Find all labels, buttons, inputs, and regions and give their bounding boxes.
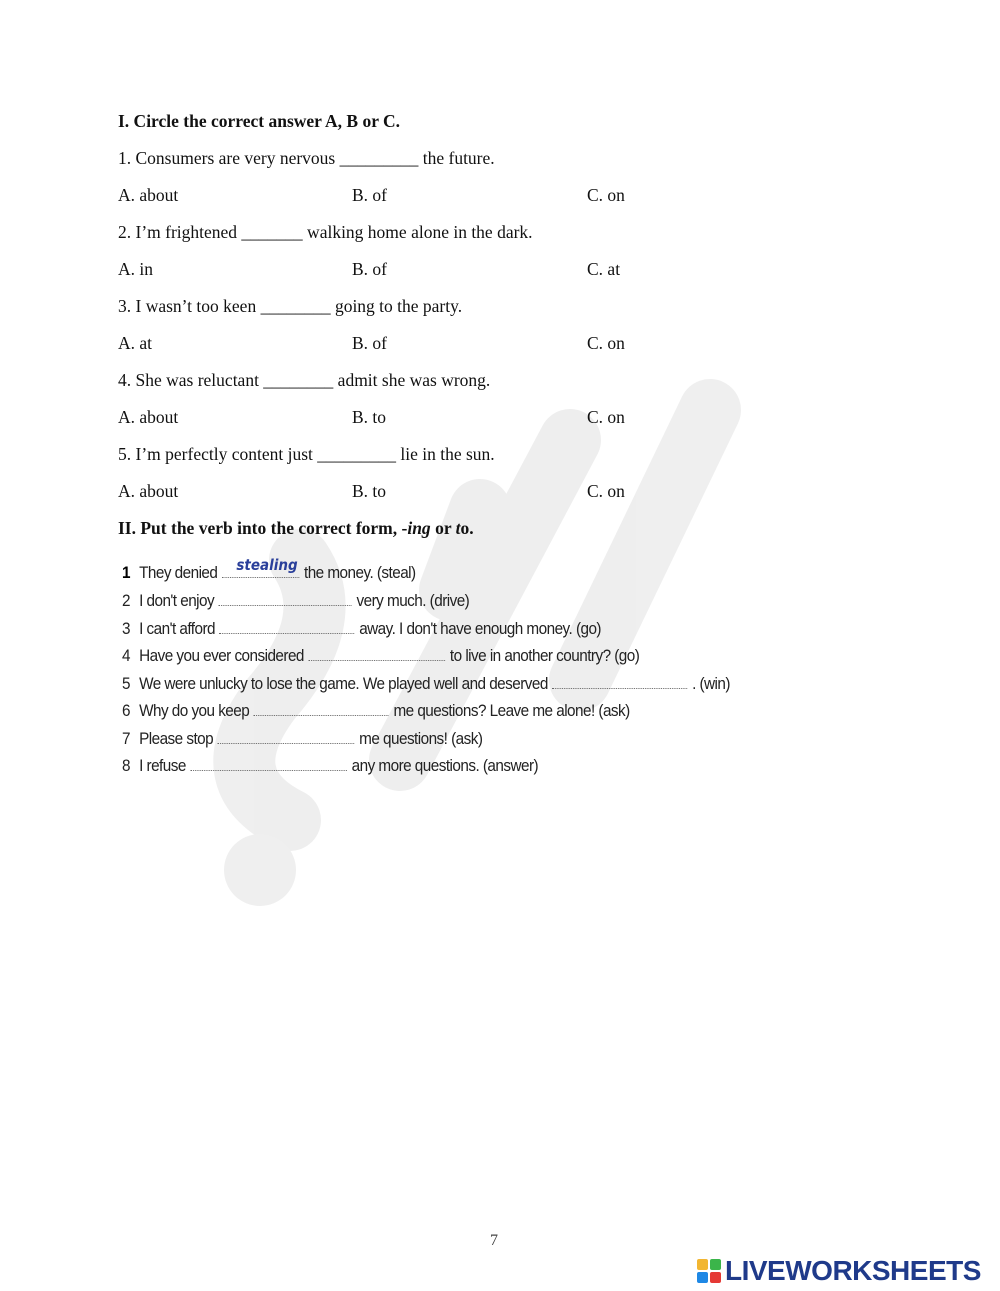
- q1-option-b[interactable]: B. of: [352, 185, 387, 205]
- liveworksheets-logo[interactable]: [697, 1254, 981, 1288]
- q1-option-a[interactable]: A. about: [118, 185, 179, 205]
- q4-option-c[interactable]: C. on: [587, 407, 625, 427]
- q3-option-c[interactable]: C. on: [587, 333, 625, 353]
- logo-square-i: [710, 1259, 721, 1270]
- q2-option-c[interactable]: C. at: [587, 259, 621, 279]
- q1-option-c[interactable]: C. on: [587, 185, 625, 205]
- logo-square-l: [697, 1259, 708, 1270]
- exercise-text-before: I can't afford: [139, 619, 215, 638]
- exercise-text-before: Please stop: [139, 729, 214, 748]
- exercise-text-after: . (win): [692, 674, 730, 693]
- q2-option-a[interactable]: A. in: [118, 259, 153, 279]
- exercise-text-after: the money. (steal): [303, 563, 416, 582]
- exercise-text-before: I don't enjoy: [139, 591, 215, 610]
- exercise-number: 4: [122, 646, 130, 665]
- exercise-text-after: any more questions. (answer): [351, 756, 539, 775]
- liveworksheets-wordmark: LIVEWORKSHEETS: [725, 1255, 981, 1286]
- exercise-text-after: away. I don't have enough money. (go): [359, 619, 601, 638]
- question-5: 5. I’m perfectly content just _________ lie in the sun.: [118, 444, 495, 464]
- liveworksheets-icon: [697, 1259, 721, 1283]
- answer-blank-5[interactable]: [552, 676, 687, 689]
- exercise-text-before: They denied: [139, 563, 218, 582]
- section-1-heading: I. Circle the correct answer A, B or C.: [118, 111, 401, 131]
- question-4: 4. She was reluctant ________ admit she was wrong.: [118, 370, 491, 390]
- section-2-heading-ing: ing: [407, 518, 431, 538]
- q3-option-a[interactable]: A. at: [118, 333, 153, 353]
- exercise-number: 3: [122, 619, 130, 638]
- question-1: 1. Consumers are very nervous _________ the future.: [118, 148, 495, 168]
- exercise-text-before: I refuse: [139, 756, 186, 775]
- q5-option-a[interactable]: A. about: [118, 481, 179, 501]
- question-2: 2. I’m frightened _______ walking home alone in the dark.: [118, 222, 533, 242]
- q5-option-b[interactable]: B. to: [352, 481, 387, 501]
- exercise-number: 2: [122, 591, 130, 610]
- exercise-item-1: [122, 556, 416, 587]
- answer-blank-3[interactable]: [220, 621, 355, 634]
- section-2-heading-end: o.: [460, 518, 474, 538]
- section-2-heading: [118, 518, 474, 539]
- section-2-heading-pre: II. Put the verb into the correct form, -: [118, 518, 408, 538]
- exercise-item-4: [122, 646, 639, 670]
- exercise-number: 7: [122, 729, 130, 748]
- section-2-heading-to: t: [455, 518, 461, 538]
- answer-blank-6[interactable]: [254, 703, 389, 716]
- exercise-text-before: Why do you keep: [139, 701, 250, 720]
- exercise-text-before: We were unlucky to lose the game. We played well and deserved: [139, 674, 548, 693]
- exercise-item-8: [122, 756, 538, 780]
- q4-option-b[interactable]: B. to: [352, 407, 387, 427]
- exercise-number: 5: [122, 674, 130, 693]
- exercise-number: 6: [122, 701, 130, 720]
- section-2-heading-mid: or: [430, 518, 456, 538]
- exercise-number: 1: [122, 563, 130, 582]
- q3-option-b[interactable]: B. of: [352, 333, 387, 353]
- q5-option-c[interactable]: C. on: [587, 481, 625, 501]
- answer-blank-7[interactable]: [218, 731, 355, 744]
- exercise-text-before: Have you ever considered: [139, 646, 304, 665]
- exercise-text-after: me questions? Leave me alone! (ask): [393, 701, 630, 720]
- exercise-text-after: very much. (drive): [356, 591, 470, 610]
- exercise-item-6: [122, 701, 630, 725]
- q2-option-b[interactable]: B. of: [352, 259, 387, 279]
- answer-blank-4[interactable]: [309, 648, 446, 661]
- logo-square-v: [697, 1272, 708, 1283]
- logo-square-e: [710, 1272, 721, 1283]
- exercise-number: 8: [122, 756, 130, 775]
- exercise-text-after: to live in another country? (go): [449, 646, 640, 665]
- question-3: 3. I wasn’t too keen ________ going to the party.: [118, 296, 463, 316]
- exercise-item-5: [122, 674, 730, 698]
- exercise-text-after: me questions! (ask): [359, 729, 483, 748]
- exercise-item-7: [122, 729, 482, 753]
- exercise-item-2: [122, 591, 469, 615]
- exercise-item-3: [122, 619, 601, 643]
- q4-option-a[interactable]: A. about: [118, 407, 179, 427]
- page-number: 7: [490, 1232, 498, 1249]
- handwritten-answer: stealing: [236, 556, 298, 574]
- answer-blank-8[interactable]: [190, 758, 347, 771]
- answer-blank-1[interactable]: [222, 556, 299, 578]
- answer-blank-2[interactable]: [219, 593, 352, 606]
